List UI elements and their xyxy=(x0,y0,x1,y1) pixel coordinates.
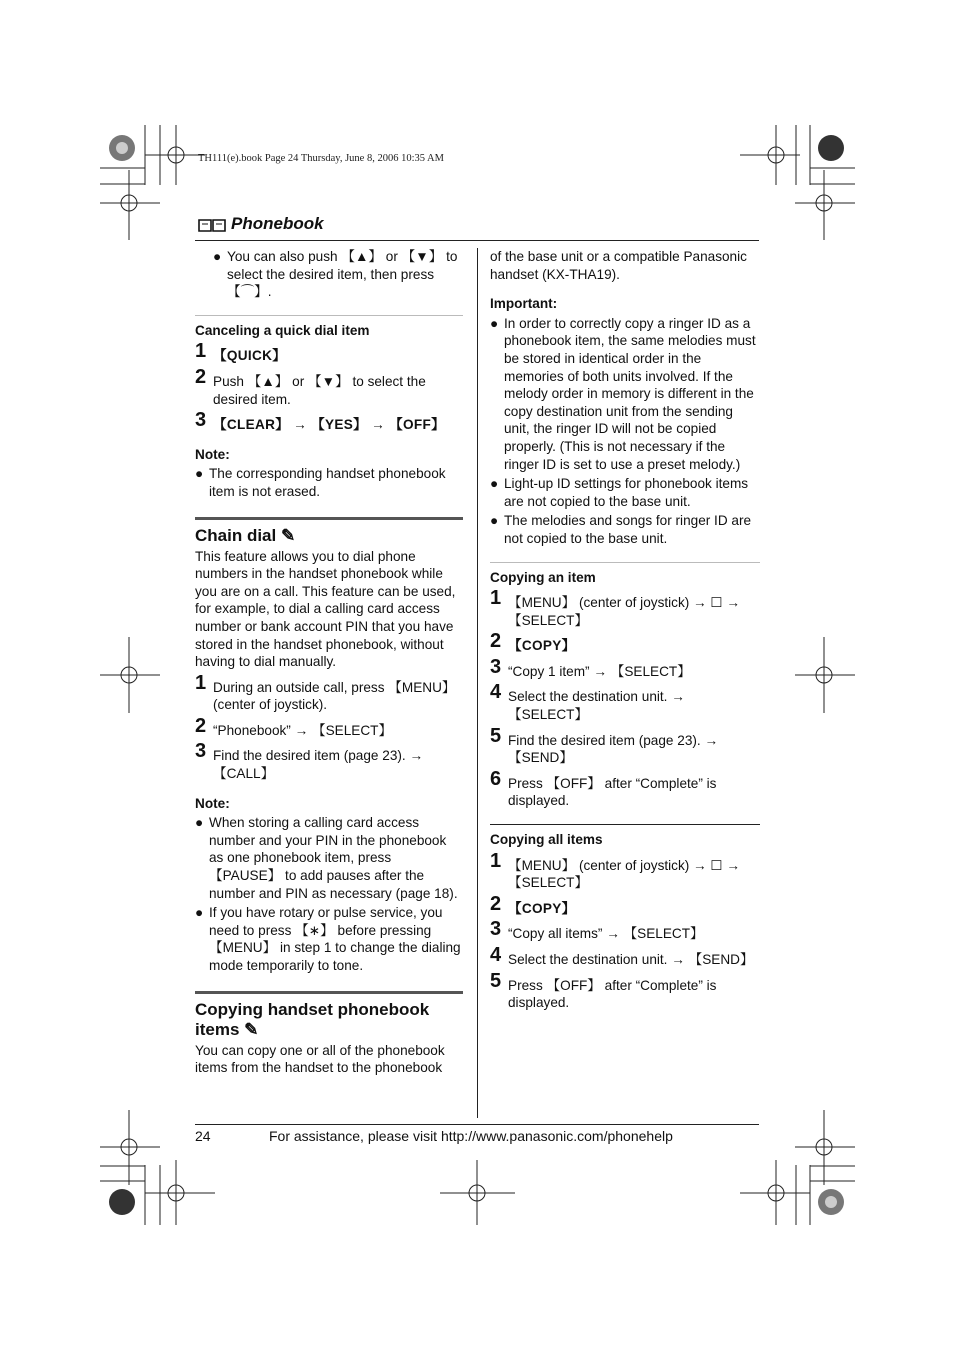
copy-item-step: 1 【MENU】 (center of joystick) → ☐ → 【SELECT】 xyxy=(490,587,740,628)
page-number: 24 xyxy=(195,1128,211,1144)
section-header xyxy=(195,214,759,241)
pencil-icon: ✎ xyxy=(244,1019,259,1039)
copy-item-step: 2 【COPY】 xyxy=(490,630,576,654)
copy-all-step: 3 “Copy all items” → 【SELECT】 xyxy=(490,918,704,942)
copy-all-step: 2 【COPY】 xyxy=(490,892,576,916)
cancel-step: 1 【QUICK】 xyxy=(195,340,287,364)
copy-all-step: 1 【MENU】 (center of joystick) → ☐ → 【SELECT】 xyxy=(490,849,740,891)
note-item: ● The corresponding handset phonebook item is not erased. xyxy=(195,466,446,499)
copy-all-step: 4 Select the destination unit. → 【SEND】 xyxy=(490,944,754,967)
cancel-step: 3 【CLEAR】 → 【YES】 → 【OFF】 xyxy=(195,409,445,433)
copy-item-step: 4 Select the destination unit. → 【SELECT】 xyxy=(490,681,685,723)
continued-text: of the base unit or a compatible Panasonic handset (KX-THA19). xyxy=(490,249,747,282)
copy-intro: You can copy one or all of the phonebook items from the handset to the phonebook xyxy=(195,1042,445,1076)
chain-dial-heading: Chain dial ✎ xyxy=(195,517,463,546)
copy-item-step: 5 Find the desired item (page 23). → 【SEND】 xyxy=(490,724,719,766)
tip-bullet: ● You can also push 【▲】 or 【▼】 to select the desired item, then press 【⌒】. xyxy=(213,249,458,300)
footer-rule xyxy=(195,1124,759,1125)
chain-step: 1 During an outside call, press 【MENU】 (center of joystick). xyxy=(195,671,456,713)
note-title: Note: xyxy=(195,446,230,462)
important-item: ● Light-up ID settings for phonebook items are not copied to the base unit. xyxy=(490,476,749,509)
copy-item-step: 6 Press 【OFF】 after “Complete” is displayed. xyxy=(490,767,717,809)
left-column xyxy=(195,248,463,1077)
important-item: ● The melodies and songs for ringer ID are not copied to the base unit. xyxy=(490,513,752,546)
copy-item-heading: Copying an item xyxy=(490,562,760,587)
right-column xyxy=(490,248,760,1012)
section-title: Phonebook xyxy=(231,214,324,233)
copy-all-step: 5 Press 【OFF】 after “Complete” is displayed. xyxy=(490,969,717,1011)
copy-heading: Copying handset phonebook items ✎ xyxy=(195,991,463,1040)
copy-all-heading: Copying all items xyxy=(490,824,760,849)
important-title: Important: xyxy=(490,296,558,312)
pencil-icon: ✎ xyxy=(280,525,296,545)
chain-intro: This feature allows you to dial phone numbers in the handset phonebook while you are on a call. This feature can be used, for example, to dial a calling card access number or bank account PIN that you have stored in the handset phonebook, without having to dial manually. xyxy=(195,548,456,670)
cancel-heading: Canceling a quick dial item xyxy=(195,315,463,340)
important-item: ● In order to correctly copy a ringer ID as a phonebook item, the same melodies must be stored in identical order in the memories of both units involved. If the melody order in memory is different in the copy destination unit from the sending unit, the ringer ID will not be copied properly. (This is not necessary if the ringer ID is set to use a preset melody.) xyxy=(490,315,756,472)
column-divider xyxy=(477,248,478,1118)
copy-item-step: 3 “Copy 1 item” → 【SELECT】 xyxy=(490,655,691,679)
note-item: ● When storing a calling card access number and your PIN in the phonebook as one phonebook item, press 【PAUSE】 to add pauses after the number and PIN as necessary (page 18). xyxy=(195,815,458,901)
cancel-step: 2 Push 【▲】 or 【▼】 to select the desired item. xyxy=(195,365,426,407)
note-item: ● If you have rotary or pulse service, you need to press 【∗】 before pressing 【MENU】 in step 1 to change the dialing mode temporarily to tone. xyxy=(195,905,461,973)
note-title: Note: xyxy=(195,795,230,811)
print-header: TH111(e).book Page 24 Thursday, June 8, 2006 10:35 AM xyxy=(198,153,444,164)
chain-step: 2 “Phonebook” → 【SELECT】 xyxy=(195,714,393,738)
chain-step: 3 Find the desired item (page 23). → 【CALL】 xyxy=(195,740,424,782)
tip-text: You can also push 【▲】 or 【▼】 to select the desired item, then press 【⌒】. xyxy=(227,249,458,300)
book-icon xyxy=(197,217,227,233)
footer-text: For assistance, please visit http://www.panasonic.com/phonehelp xyxy=(269,1128,673,1144)
